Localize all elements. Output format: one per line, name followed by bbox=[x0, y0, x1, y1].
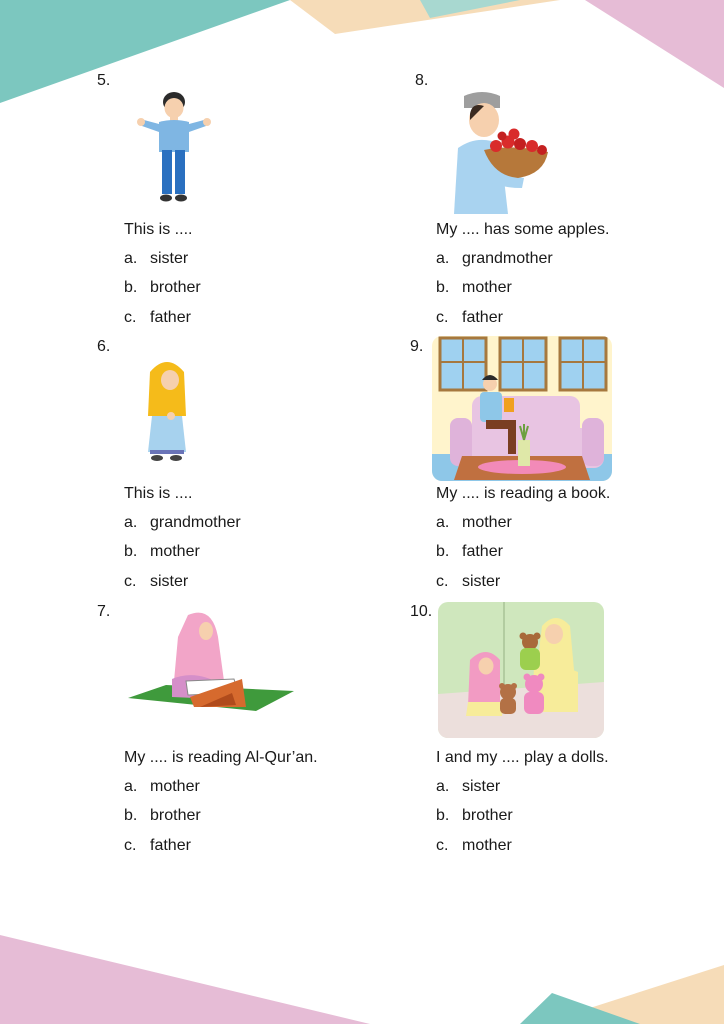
option-b[interactable]: b. father bbox=[436, 543, 503, 560]
sisters-playing-dolls-illustration bbox=[438, 602, 604, 738]
option-b[interactable]: b. brother bbox=[124, 279, 201, 296]
question-number: 10. bbox=[410, 603, 433, 620]
option-b[interactable]: b. brother bbox=[124, 807, 201, 824]
option-c[interactable]: c. father bbox=[436, 309, 503, 326]
question-text: My .... is reading Al-Qur’an. bbox=[124, 749, 318, 766]
father-reading-book-illustration bbox=[432, 336, 612, 481]
option-a[interactable]: a. sister bbox=[436, 778, 501, 795]
question-text: My .... has some apples. bbox=[436, 221, 610, 238]
option-c[interactable]: c. sister bbox=[124, 573, 189, 590]
question-text: My .... is reading a book. bbox=[436, 485, 611, 502]
option-a[interactable]: a. grandmother bbox=[436, 250, 553, 267]
option-b[interactable]: b. mother bbox=[436, 279, 512, 296]
option-a[interactable]: a. grandmother bbox=[124, 514, 241, 531]
girl-in-hijab-illustration bbox=[140, 358, 194, 464]
question-number: 9. bbox=[410, 338, 424, 355]
question-text: I and my .... play a dolls. bbox=[436, 749, 609, 766]
option-b[interactable]: b. mother bbox=[124, 543, 200, 560]
boy-illustration bbox=[132, 88, 216, 210]
option-c[interactable]: c. father bbox=[124, 309, 191, 326]
option-b[interactable]: b. brother bbox=[436, 807, 513, 824]
option-a[interactable]: a. mother bbox=[436, 514, 512, 531]
father-with-apples-illustration bbox=[448, 90, 552, 214]
mother-reading-quran-illustration bbox=[126, 611, 296, 729]
option-a[interactable]: a. sister bbox=[124, 250, 189, 267]
option-c[interactable]: c. mother bbox=[436, 837, 512, 854]
option-c[interactable]: c. sister bbox=[436, 573, 501, 590]
question-number: 5. bbox=[97, 72, 111, 89]
question-number: 8. bbox=[415, 72, 429, 89]
question-text: This is .... bbox=[124, 485, 193, 502]
option-a[interactable]: a. mother bbox=[124, 778, 200, 795]
question-text: This is .... bbox=[124, 221, 193, 238]
question-number: 7. bbox=[97, 603, 111, 620]
question-number: 6. bbox=[97, 338, 111, 355]
option-c[interactable]: c. father bbox=[124, 837, 191, 854]
